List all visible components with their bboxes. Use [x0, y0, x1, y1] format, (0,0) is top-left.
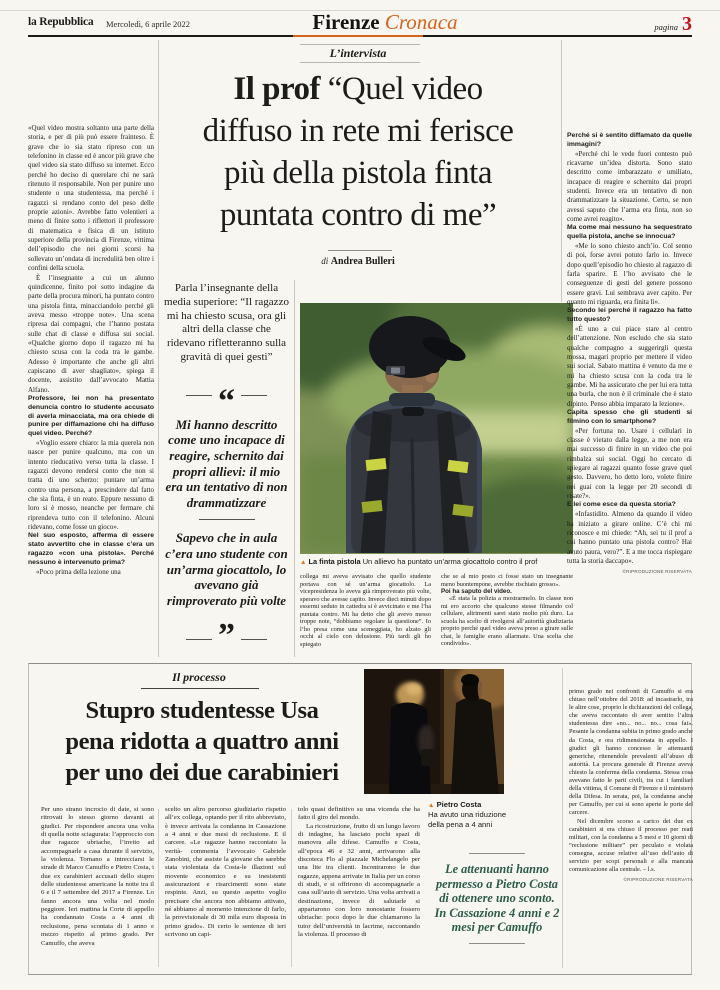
ornament-dash — [241, 395, 267, 396]
night-scene-illustration — [364, 669, 504, 794]
interview-question: Secondo lei perché il ragazzo ha fatto tutto questo? — [567, 307, 692, 324]
headline-line-2: diffuso in rete mi ferisce — [202, 113, 514, 149]
costa-photo — [364, 669, 504, 794]
caption-triangle-icon: ▲ — [300, 559, 307, 566]
pull-quote-rule-bottom — [469, 943, 525, 944]
kicker-rule-top — [300, 44, 420, 45]
open-quote-icon: “ — [218, 382, 235, 420]
close-quote-icon: ” — [218, 617, 235, 655]
byline-rule — [328, 250, 392, 251]
headline-line-4: puntata contro di me” — [219, 197, 497, 233]
process-article-box — [28, 663, 692, 975]
paragraph: «È uno a cui piace stare al centro dell’attenzione. Non escludo che sia stato qualche compagno a suggerirgli questa mossa, magari proprio per mettere il video sui social. Sabato mattina è venuto da me e mi ha chiesto scusa con la coda tra le gambe. Mi ha assicurato che per lui era tutta una burla, che non è il criminale che è stato dipinto. Penso abbia imparato la lezione». — [567, 324, 692, 408]
caption-text: Un allievo ha puntato un’arma giocattolo contro il prof — [362, 557, 538, 566]
process-column-5 — [569, 688, 693, 970]
interview-question: Ma come mai nessuno ha sequestrato quella pistola, anche se innocua? — [567, 224, 692, 241]
header-rule-accent — [293, 35, 423, 37]
close-quote-ornament — [163, 617, 290, 655]
copyright-notice: ©RIPRODUZIONE RISERVATA — [623, 877, 693, 883]
open-quote-ornament — [163, 382, 290, 420]
paragraph: «Voglio essere chiaro: la mia querela non nasce per punire qualcuno, ma con un intento rieducativo verso tutta la classe. I ragazzi devono rendersi conto che non si tratta di uno scherzo: puntare un’arma contro una persona, a prescindere dal fatto che sia finta, è un reato. Eppure nessuno di loro si è mosso, neanche per fermare chi riprendeva tutto con il telefonino. Alcuni ridevano, come fosse un gioco». — [28, 438, 154, 532]
headline-line-3: più della pistola finta — [223, 155, 493, 191]
headline-line-1: Stupro studentesse Usa — [85, 697, 319, 724]
interview-question: Poi ha saputo del video. — [441, 588, 512, 595]
interview-question: Nel suo esposto, afferma di essere stato avvertito che in classe c’era un ragazzo «con una pistola». Perché nessuno è intervenuto prima? — [28, 532, 154, 566]
interview-question: Perché si è sentito diffamato da quelle immagini? — [567, 132, 692, 148]
byline — [163, 256, 553, 267]
edition-date: Mercoledì, 6 aprile 2022 — [106, 19, 191, 29]
process-column-2 — [165, 806, 286, 970]
pull-quote-2: Sapevo che in aula c’era uno studente con un’arma giocattolo, lo avevano già rimproverato più volte — [165, 530, 288, 608]
paragraph: «Quel video mostra soltanto una parte della storia, e per di più può essere frainteso. È grave che io sia stato ripreso con un telefonino in classe ed è ancor più grave che quel video sia stato diffuso su internet. Ecco perché ho deciso di querelare chi ne sarà ritenuto il responsabile. Non per punire uno studente o una studentessa, ma perché i ragazzi si rendano conto del peso delle proprie azioni». Avrebbe fatto volentieri a meno di finire sotto i riflettori il professore di matematica e fisica di un istituto superiore della provincia di Firenze, vittima dell’episodio che nei giorni scorsi ha sollevato un’ondata di incredulità ben oltre i confini della scuola. — [28, 124, 154, 273]
paragraph: scelto un altro percorso giudiziario rispetto all’ex collega, optando per il rito abbreviato, è invece arrivata la condanna in Cassazione a 4 anni e due mesi di reclusione. E il carcere. «Le ragazze hanno raccontato la verità- commenta l’avvocato Gabriele Zanobini, che assiste la giovane che sarebbe stata violentata da Costa-le illazioni sul movente economico e su inesistenti assicurazioni e risarcimenti sono state respinte. Anzi, su questo aspetto voglio precisare che ancora non abbiamo attivato, né abbiamo al momento intenzione di farlo, la provvisionale di 30 mila euro disposta in primo grado». Di certo le sentenze di ieri scrivono un capi- — [165, 806, 286, 939]
page-label: pagina — [654, 22, 678, 32]
paragraph: «Perché chi le vede fuori contesto può ricavarne un’idea distorta. Sono stato descritto come imbarazzato e umiliato, incapace di reagire e schernito dai propri studenti. Invece era un tentativo di non drammatizzare la situazione. Certo, se non avessi saputo che l’arma era finta, non so come avrei reagito». — [567, 149, 692, 223]
page-indicator — [560, 13, 692, 36]
process-headline — [35, 695, 369, 788]
pull-quote-divider — [199, 519, 255, 520]
article-kicker: Il processo — [172, 670, 226, 684]
headline-kicker: Il prof — [233, 71, 321, 107]
pull-quote-text: Le attenuanti hanno permesso a Pietro Costa di ottenere uno sconto. In Cassazione 4 anni e 2 mesi per Camuffo — [434, 862, 560, 935]
paragraph: Nel dicembre scorso a carico dei due ex carabinieri si era chiuso il processo per reati militari, con la condanna a 5 mesi e 10 giorni di “reclusione militare” per peculato e violata consegna, accuse relative all’uso dell’auto di servizio per scopi personali e alla mancata comunicazione alla centrale. – l.s. — [569, 817, 693, 874]
column-rule — [291, 809, 292, 967]
paragraph: tolo quasi definitivo su una vicenda che ha fatto il giro del mondo. — [298, 806, 420, 822]
photo-caption-2 — [428, 800, 524, 829]
caption-title: La finta pistola — [308, 557, 361, 566]
article-column-4 — [441, 573, 573, 656]
byline-name: Andrea Bulleri — [330, 256, 395, 267]
caption-triangle-icon: ▲ — [428, 802, 435, 809]
ornament-dash — [186, 395, 212, 396]
caption-text: Ha avuto una riduzione della pena a 4 anni — [428, 810, 507, 829]
paragraph: «Me lo sono chiesto anch’io. Col senno di poi, forse avrei potuto farlo io. Invece dopo quell’episodio ho chiesto al ragazzo di farla sparire. E l’ho avvisato che le conseguenze di gesti del genere possono essere gravi. Lui sembrava aver capito. Per quanto mi riguarda, era finita lì». — [567, 241, 692, 306]
masthead-logo: la Repubblica — [28, 16, 94, 28]
headline-line-2: pena ridotta a quattro anni — [65, 728, 339, 755]
paragraph: «Per fortuna no. Usare i cellulari in classe è vietato dalla legge, a me non era mai successo di finire in un video che poi rimbalza sui social. Oggi ho cercato di spiegare ai ragazzi quanto fosse grave quel gesto. Davvero, ho detto loro, volete finire nei guai con la legge per 20 secondi di risate?». — [567, 426, 692, 501]
article-column-3 — [300, 573, 431, 656]
standfirst: Parla l’insegnante della media superiore: “Il ragazzo mi ha chiesto scusa, ora gli altri della classe che ridevano rifletteranno sulla gravità di quei gesti” — [164, 282, 289, 363]
process-column-1 — [41, 806, 154, 970]
column-rule — [562, 668, 563, 968]
column-rule-2 — [294, 280, 295, 657]
paragraph: La ricostruzione, frutto di un lungo lavoro di indagine, ha lasciato pochi spazi di manovra alle difese. Camuffo e Costa, all’epoca 46 e 32 anni, arrivarono alla discoteca Flo al piazzale Michelangelo per una lite tra clienti. Incontrarono le due ragazze, appena arrivate in Italia per un corso di studi, e si offrirono di accompagnarle a casa sull’auto di servizio. Una volta arrivati a destinazione, invece di salutarle si appartarono con loro nonostante fossero ubriache: poco dopo le due chiamarono la tutor dell’università in lacrime, raccontando la violenza. Il processo di — [298, 822, 420, 939]
section-title — [265, 10, 505, 35]
paragraph: Per uno strano incrocio di date, si sono ritrovati lo stesso giorno davanti ai giudici. Per rispondere ancora una volta di quella notte sciagurata: l’approccio con due ragazze ubriache, l’invito ad accompagnarle a casa durante il servizio, la violenza. Tornano a intrecciarsi le strade di Marco Camuffo e Pietro Costa, i due ex carabinieri accusati dello stupro delle studentesse americane la notte tra il 6 e il 7 settembre del 2017 a Firenze. Lo fanno ancora una volta nel modo peggiore. Ieri mattina la Corte di appello ha condannato Costa a 4 anni di reclusione, pena scontata di 1 anno e mezzo rispetto al primo grado. Per Camuffo, che aveva — [41, 806, 154, 947]
section-city: Firenze — [312, 10, 380, 34]
page-number: 3 — [682, 13, 692, 35]
headline-line-3: per uno dei due carabinieri — [65, 759, 339, 786]
column-rule-3 — [561, 40, 562, 302]
interview-question: Capita spesso che gli studenti si filmino con lo smartphone? — [567, 409, 692, 425]
interview-question: E lei come esce da questa storia? — [567, 501, 676, 509]
kicker-underline — [141, 688, 259, 689]
column-rule-1 — [158, 40, 159, 657]
paragraph: collega mi aveva avvisato che quello studente portava con sé un’arma giocattolo. La vicepresidenza lo aveva già rimproverato più volte, speravo che avesse capito. Invece dieci minuti dopo essermi seduto in cattedra si è avvicinato e me l’ha puntata contro. Mi ha detto che gli avevo messo troppe note, “dobbiamo regolare la questione”. Io l’ho presa come una sceneggiata, ho alzato gli occhi al cielo con delusione. Più tardi gli ho spiegato — [300, 573, 431, 648]
park-scene-illustration — [300, 303, 573, 553]
process-pull-quote — [433, 853, 561, 944]
quotes-column — [163, 282, 290, 658]
student-photo — [300, 303, 573, 554]
ornament-dash — [241, 639, 267, 640]
kicker-rule-bottom — [300, 62, 420, 63]
article-column-5 — [567, 132, 692, 658]
main-headline — [160, 68, 556, 236]
paragraph: «Poco prima della lezione una — [36, 567, 121, 576]
article-kicker: L’intervista — [329, 46, 387, 60]
ornament-dash — [186, 639, 212, 640]
copyright-notice: ©RIPRODUZIONE RISERVATA — [622, 569, 692, 575]
pull-quote-rule-top — [469, 853, 525, 854]
process-column-3 — [298, 806, 420, 970]
paragraph: «È stata la polizia a mostrarmelo. In classe non mi ero accorto che qualcuno stesse filmando col cellulare, altrimenti sarei stato molto più duro. La scuola ha scelto di rivolgersi all’autorità giudiziaria proprio perché quel video aveva preso a girare sulle chat, le famiglie erano allarmate. Una scelta che condivido». — [441, 595, 573, 648]
column-rule — [158, 809, 159, 967]
paragraph: che se al mio posto ci fosse stato un insegnante meno buontempone, avrebbe rischiato grosso». — [441, 573, 573, 588]
section-accent: Cronaca — [384, 10, 458, 34]
photo-caption-1 — [300, 557, 573, 567]
interview-question: Professore, lei non ha presentato denuncia contro lo studente accusato di averla minacciata, ma ora chiede di punire per diffamazione chi ha diffuso quel video. Perché? — [28, 394, 154, 438]
paragraph: primo grado nei confronti di Camuffo si era chiuso nell’ottobre del 2018: ad incastrarlo, tra le altre cose, proprio le dichiarazioni del collega, che aveva raccontato di aver sentito l’altra studentessa dire «no... no... no... cosa fai». Pesante la condanna subita in primo grado anche da Costa, e ora ridimensionata in appello. I giudici gli hanno concesso le attenuanti generiche, ritenendole prevalenti all’abuso di autorità. La procura generale di Firenze aveva chiesto la conferma della condanna. Stessa cosa avevano fatto le parti civili, tra cui i familiari della vittima, il Comune di Firenze e il ministero della Difesa. In serata, poi, la condanna anche per Camuffo, per cui si sono aperte le porte del carcere. — [569, 688, 693, 817]
byline-prefix: di — [321, 256, 329, 266]
caption-title: Pietro Costa — [436, 800, 482, 809]
article-column-1 — [28, 124, 154, 657]
pull-quote-1: Mi hanno descritto come uno incapace di reagire, schernito dai propri allievi: il mio era un tentativo di non drammatizzare — [165, 416, 288, 510]
paragraph: «Infastidito. Almeno da quando il video ha iniziato a girare online. C’è chi mi riconosce e mi chiede: “Ah, sei tu il prof a cui hanno puntato una pistola contro? Hai avuto paura, vero?”. E a me tocca rispiegare tutta la storia daccapo». — [567, 510, 692, 565]
headline-line-1: Il prof “Quel video — [233, 71, 483, 107]
paragraph: È l’insegnante a cui un alunno quindicenne, finito poi sotto indagine da parte della procura minori, ha puntato contro una pistola finta, minacciandolo perché gli aveva messo «troppe note». Una scena ripresa dai compagni, che l’hanno postata sulle chat di classe e diffusa sui social. «Qualche giorno dopo il ragazzo mi ha chiesto scusa con la coda tra le gambe. Adesso è importante che anche gli altri capiscano di aver sbagliato», spiega il docente, assistito dall’avvocato Mattia Alfano. — [28, 273, 154, 394]
